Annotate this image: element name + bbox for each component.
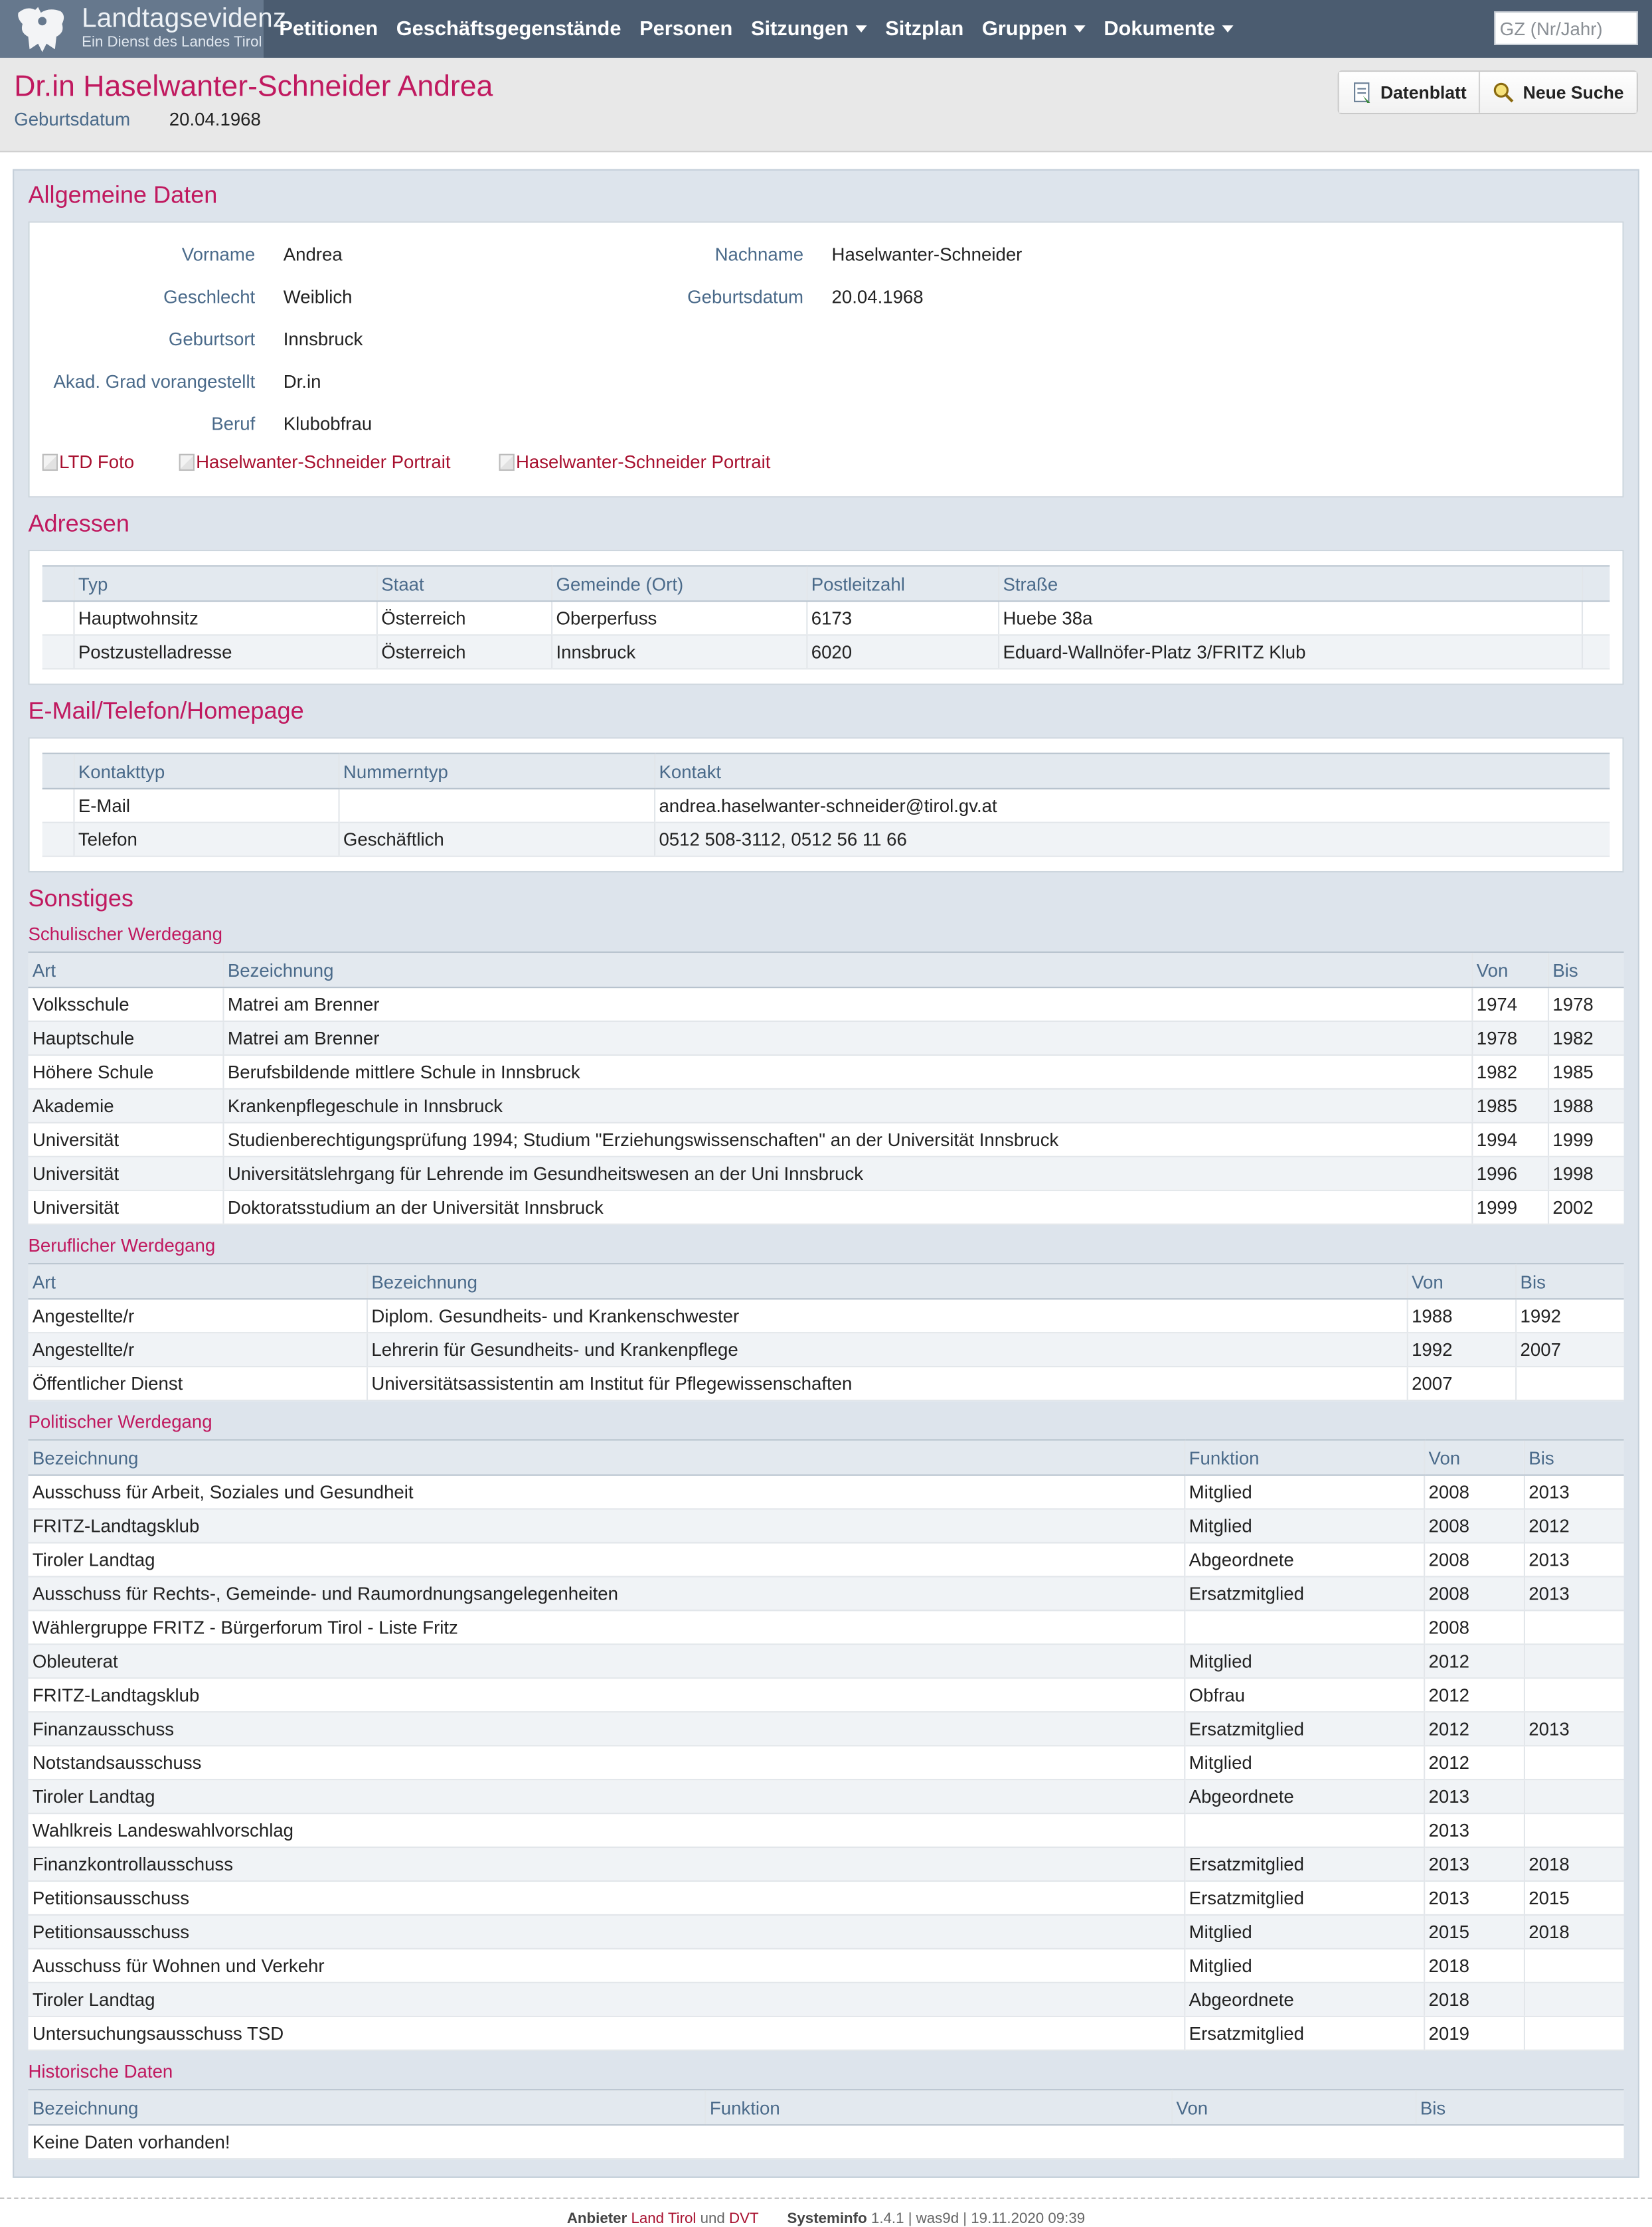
neue-suche-button[interactable] [1479, 72, 1637, 113]
table-row [28, 1610, 1623, 1644]
table-cell: Mitglied [1184, 1915, 1424, 1949]
table-cell [1524, 2017, 1624, 2050]
table-cell: 1978 [1471, 1021, 1548, 1055]
table-cell: E-Mail [73, 789, 338, 823]
table-cell: 2013 [1424, 1813, 1524, 1847]
table-cell: 2013 [1524, 1712, 1624, 1746]
nav-item-sitzungen[interactable] [751, 18, 867, 41]
table-row [28, 1089, 1623, 1123]
table-row [28, 1576, 1623, 1610]
systeminfo-value: 1.4.1 | was9d | 19.11.2020 09:39 [870, 2210, 1086, 2227]
table-cell: Abgeordnete [1184, 1779, 1424, 1813]
table-cell: Matrei am Brenner [222, 1021, 1471, 1055]
person-header [0, 58, 1652, 152]
table-cell: 2015 [1424, 1915, 1524, 1949]
broken-image-icon [179, 454, 195, 470]
table-cell: Österreich [376, 635, 551, 669]
nav-item-label: Petitionen [279, 17, 378, 41]
table-row [28, 1847, 1623, 1881]
table-cell: 1988 [1407, 1299, 1515, 1333]
table-cell: Mitglied [1184, 1746, 1424, 1779]
table-cell: 2015 [1524, 1881, 1624, 1915]
beruflicher-werdegang-table [28, 1263, 1623, 1401]
table-row [28, 2017, 1623, 2050]
table-cell: 1998 [1548, 1157, 1624, 1191]
table-cell: Mitglied [1184, 1509, 1424, 1543]
kontakt-card [28, 737, 1623, 872]
table-cell: FRITZ-Landtagsklub [28, 1509, 1184, 1543]
table-row [28, 1881, 1623, 1915]
end-column-header [1582, 566, 1610, 601]
table-cell: Tiroler Landtag [28, 1779, 1184, 1813]
nav-item-label: Gruppen [981, 17, 1068, 41]
table-header-row [42, 566, 1610, 601]
table-cell: Angestellte/r [28, 1299, 366, 1333]
table-cell: 2013 [1524, 1543, 1624, 1577]
table-cell [1524, 1678, 1624, 1712]
table-cell: Hauptschule [28, 1021, 222, 1055]
geschlecht-label: Geschlecht [163, 286, 256, 307]
column-header[interactable]: Kontakt [654, 754, 1610, 789]
table-cell: Universitätslehrgang für Lehrende im Gesundheitswesen an der Uni Innsbruck [222, 1157, 1471, 1191]
table-row [42, 789, 1610, 823]
column-header[interactable]: Funktion [704, 2090, 1171, 2125]
kontakt-title: E-Mail/Telefon/Homepage [28, 697, 304, 725]
table-cell: Ausschuss für Arbeit, Soziales und Gesundheit [28, 1475, 1184, 1509]
table-cell: 2013 [1424, 1847, 1524, 1881]
nav-item-label: Dokumente [1104, 17, 1215, 41]
table-cell [1524, 1779, 1624, 1813]
nav-item-label: Sitzplan [885, 17, 964, 41]
table-cell: 1974 [1471, 987, 1548, 1021]
table-cell: 2008 [1424, 1475, 1524, 1509]
allgemeine-daten-title: Allgemeine Daten [28, 181, 218, 209]
historische-daten-title: Historische Daten [28, 2060, 173, 2082]
portrait-alt-1: Haselwanter-Schneider Portrait [196, 451, 451, 473]
select-column-header [42, 566, 74, 601]
table-cell: 2012 [1424, 1644, 1524, 1678]
table-cell: 2013 [1424, 1881, 1524, 1915]
table-cell: Petitionsausschuss [28, 1881, 1184, 1915]
portrait-image-1 [179, 451, 451, 472]
table-cell: 1999 [1471, 1191, 1548, 1224]
geburtsdatum-label: Geburtsdatum [687, 286, 804, 307]
table-header-row [28, 1440, 1623, 1475]
table-cell: Mitglied [1184, 1644, 1424, 1678]
column-header[interactable]: Bezeichnung [222, 952, 1471, 987]
table-cell: Öffentlicher Dienst [28, 1366, 366, 1400]
column-header[interactable]: Bis [1415, 2090, 1623, 2125]
allgemeine-daten-card [28, 221, 1623, 497]
table-cell[interactable]: andrea.haselwanter-schneider@tirol.gv.at [654, 789, 1610, 823]
table-cell: 1999 [1548, 1123, 1624, 1157]
table-cell [1184, 1610, 1424, 1644]
row-select-cell[interactable] [42, 635, 74, 669]
table-row [28, 1949, 1623, 1983]
table-cell: 2012 [1524, 1509, 1624, 1543]
portrait-alt-2: Haselwanter-Schneider Portrait [515, 451, 771, 473]
column-header[interactable]: Von [1424, 1440, 1524, 1475]
table-cell [338, 789, 654, 823]
birthdate-label: Geburtsdatum [14, 108, 131, 130]
table-cell: Tiroler Landtag [28, 1983, 1184, 2017]
table-cell: Tiroler Landtag [28, 1543, 1184, 1577]
table-row [42, 635, 1610, 669]
table-cell: Oberperfuss [551, 601, 806, 635]
table-row [28, 1055, 1623, 1089]
adressen-card [28, 550, 1623, 685]
table-cell: Universität [28, 1123, 222, 1157]
column-header[interactable]: Bezeichnung [367, 1264, 1407, 1299]
vorname-value: Andrea [283, 244, 343, 266]
table-row [28, 1475, 1623, 1509]
document-icon [1353, 81, 1374, 104]
vorname-label: Vorname [181, 244, 256, 266]
table-row [28, 1543, 1623, 1577]
table-cell: Berufsbildende mittlere Schule in Innsbruck [222, 1055, 1471, 1089]
brand-title: Landtagsevidenz [82, 4, 287, 34]
table-cell: Ausschuss für Wohnen und Verkehr [28, 1949, 1184, 1983]
table-cell: Abgeordnete [1184, 1543, 1424, 1577]
neue-suche-label: Neue Suche [1523, 82, 1624, 102]
table-cell: Universität [28, 1191, 222, 1224]
page-title: Dr.in Haselwanter-Schneider Andrea [14, 70, 493, 103]
portrait-image-2 [499, 451, 771, 472]
table-cell: 1994 [1471, 1123, 1548, 1157]
table-cell: Untersuchungsausschuss TSD [28, 2017, 1184, 2050]
table-header-row [28, 1264, 1623, 1299]
table-cell: Finanzausschuss [28, 1712, 1184, 1746]
column-header[interactable]: Straße [998, 566, 1582, 601]
table-cell: 1988 [1548, 1089, 1624, 1123]
column-header[interactable]: Bezeichnung [28, 1440, 1184, 1475]
table-cell [1524, 1746, 1624, 1779]
ltd-foto-image [42, 451, 134, 472]
table-cell: Finanzkontrollausschuss [28, 1847, 1184, 1881]
column-header[interactable]: Gemeinde (Ort) [551, 566, 806, 601]
table-cell: Ersatzmitglied [1184, 1881, 1424, 1915]
column-header[interactable]: Typ [73, 566, 376, 601]
column-header[interactable]: Staat [376, 566, 551, 601]
table-cell: Petitionsausschuss [28, 1915, 1184, 1949]
table-row [42, 823, 1610, 857]
adressen-table [42, 565, 1610, 669]
table-cell: 2019 [1424, 2017, 1524, 2050]
table-cell: 2018 [1524, 1847, 1624, 1881]
table-header-row [42, 754, 1610, 789]
geburtsort-label: Geburtsort [168, 328, 256, 350]
table-cell [1524, 1644, 1624, 1678]
column-header[interactable]: Kontakttyp [73, 754, 338, 789]
header-birthdate [14, 108, 261, 129]
table-cell: FRITZ-Landtagsklub [28, 1678, 1184, 1712]
empty-message: Keine Daten vorhanden! [28, 2125, 1623, 2159]
tyrol-eagle-logo-icon [13, 4, 72, 54]
table-row [28, 1644, 1623, 1678]
table-row [28, 1509, 1623, 1543]
column-header[interactable]: Von [1171, 2090, 1415, 2125]
table-cell: 2002 [1548, 1191, 1624, 1224]
column-header[interactable]: Bis [1524, 1440, 1624, 1475]
table-cell: 2012 [1424, 1746, 1524, 1779]
table-cell: 6020 [806, 635, 998, 669]
table-cell: Huebe 38a [998, 601, 1582, 635]
table-cell: 1982 [1471, 1055, 1548, 1089]
table-header-row [28, 952, 1623, 987]
table-cell [1515, 1366, 1623, 1400]
kontakt-table [42, 753, 1610, 857]
und-text: und [700, 2210, 725, 2227]
column-header[interactable]: Von [1471, 952, 1548, 987]
nav-item-sitzplan[interactable] [885, 18, 963, 41]
row-end-cell [1582, 601, 1610, 635]
sonstiges-section [28, 885, 1623, 2159]
table-cell: Angestellte/r [28, 1333, 366, 1366]
table-cell: 1992 [1515, 1299, 1623, 1333]
table-cell: 2008 [1424, 1576, 1524, 1610]
table-cell: Obfrau [1184, 1678, 1424, 1712]
table-cell: Akademie [28, 1089, 222, 1123]
nav-item-geschäftsgegenstände[interactable] [396, 18, 621, 41]
table-cell: Krankenpflegeschule in Innsbruck [222, 1089, 1471, 1123]
beruf-label: Beruf [211, 413, 256, 434]
table-cell: Universität [28, 1157, 222, 1191]
table-row [28, 1915, 1623, 1949]
table-row [28, 1678, 1623, 1712]
column-header[interactable]: Bis [1515, 1264, 1623, 1299]
table-cell: 2012 [1424, 1678, 1524, 1712]
table-cell: Mitglied [1184, 1475, 1424, 1509]
table-cell [1524, 1983, 1624, 2017]
table-cell: Ersatzmitglied [1184, 2017, 1424, 2050]
brand-home-link[interactable] [0, 0, 287, 58]
table-row [28, 1366, 1623, 1400]
column-header[interactable]: Funktion [1184, 1440, 1424, 1475]
row-select-cell[interactable] [42, 823, 74, 857]
table-row [28, 1746, 1623, 1779]
historische-daten-table [28, 2089, 1623, 2159]
caret-down-icon [1074, 25, 1086, 33]
table-cell: Volksschule [28, 987, 222, 1021]
table-cell [1524, 1610, 1624, 1644]
column-header[interactable]: Bis [1548, 952, 1624, 987]
geschlecht-value: Weiblich [283, 286, 353, 307]
beruflicher-werdegang-title: Beruflicher Werdegang [28, 1234, 216, 1256]
nav-item-label: Geschäftsgegenstände [396, 17, 621, 41]
table-row [28, 1299, 1623, 1333]
row-end-cell [1582, 635, 1610, 669]
table-row [28, 1123, 1623, 1157]
table-cell: Lehrerin für Gesundheits- und Krankenpflege [367, 1333, 1407, 1366]
empty-row [28, 2125, 1623, 2159]
caret-down-icon [856, 25, 867, 33]
table-cell: Telefon [73, 823, 338, 857]
table-row [28, 1712, 1623, 1746]
table-cell: Universitätsassistentin am Institut für Pflegewissenschaften [367, 1366, 1407, 1400]
caret-down-icon [1222, 25, 1234, 33]
table-row [28, 1779, 1623, 1813]
page-footer [0, 2198, 1652, 2227]
datenblatt-label: Datenblatt [1380, 82, 1467, 102]
akad-grad-value: Dr.in [283, 371, 321, 392]
table-cell: Notstandsausschuss [28, 1746, 1184, 1779]
table-cell: Mitglied [1184, 1949, 1424, 1983]
schulischer-werdegang-table [28, 951, 1623, 1225]
table-cell: 2008 [1424, 1610, 1524, 1644]
table-cell: Obleuterat [28, 1644, 1184, 1678]
column-header[interactable]: Bezeichnung [28, 2090, 704, 2125]
table-row [28, 1813, 1623, 1847]
table-cell: 2013 [1524, 1576, 1624, 1610]
table-cell: 2008 [1424, 1543, 1524, 1577]
ltd-foto-alt: LTD Foto [59, 451, 135, 473]
nav-item-label: Sitzungen [750, 17, 849, 41]
table-cell: Postzustelladresse [73, 635, 376, 669]
table-cell: 2007 [1407, 1366, 1515, 1400]
table-cell: Matrei am Brenner [222, 987, 1471, 1021]
table-row [28, 1983, 1623, 2017]
politischer-werdegang-title: Politischer Werdegang [28, 1411, 212, 1432]
nachname-value: Haselwanter-Schneider [831, 244, 1023, 266]
table-cell: Wahlkreis Landeswahlvorschlag [28, 1813, 1184, 1847]
row-select-cell[interactable] [42, 601, 74, 635]
table-cell: Ersatzmitglied [1184, 1712, 1424, 1746]
column-header[interactable]: Art [28, 1264, 366, 1299]
table-cell: 1982 [1548, 1021, 1624, 1055]
table-cell: 6173 [806, 601, 998, 635]
nav-item-personen[interactable] [639, 18, 732, 41]
table-row [42, 601, 1610, 635]
systeminfo-label: Systeminfo [787, 2210, 867, 2227]
broken-image-icon [42, 454, 58, 470]
akad-grad-label: Akad. Grad vorangestellt [53, 371, 256, 392]
table-cell: Geschäftlich [338, 823, 654, 857]
table-cell: 2012 [1424, 1712, 1524, 1746]
table-header-row [28, 2090, 1623, 2125]
adressen-title: Adressen [28, 510, 129, 537]
table-row [28, 1021, 1623, 1055]
top-navbar [0, 0, 1652, 58]
table-cell: 1985 [1548, 1055, 1624, 1089]
table-cell: 2008 [1424, 1509, 1524, 1543]
nachname-label: Nachname [714, 244, 804, 266]
anbieter-label: Anbieter [566, 2210, 627, 2227]
main-panel [13, 169, 1639, 2178]
geburtsdatum-value: 20.04.1968 [831, 286, 924, 307]
table-cell: Diplom. Gesundheits- und Krankenschwester [367, 1299, 1407, 1333]
table-cell: 2013 [1424, 1779, 1524, 1813]
row-select-cell[interactable] [42, 789, 74, 823]
table-cell: 2018 [1424, 1949, 1524, 1983]
table-cell: Ausschuss für Rechts-, Gemeinde- und Raumordnungsangelegenheiten [28, 1576, 1184, 1610]
table-cell: Innsbruck [551, 635, 806, 669]
birthdate-value: 20.04.1968 [169, 108, 261, 130]
politischer-werdegang-table [28, 1439, 1623, 2050]
table-cell: Doktoratsstudium an der Universität Innsbruck [222, 1191, 1471, 1224]
table-cell [1524, 1949, 1624, 1983]
schulischer-werdegang-title: Schulischer Werdegang [28, 923, 222, 945]
table-cell: 1985 [1471, 1089, 1548, 1123]
select-column-header [42, 754, 74, 789]
magnifier-icon [1493, 81, 1516, 104]
geburtsort-value: Innsbruck [283, 328, 363, 350]
table-cell[interactable]: 0512 508-3112, 0512 56 11 66 [654, 823, 1610, 857]
broken-image-icon [499, 454, 515, 470]
table-row [28, 987, 1623, 1021]
table-cell: 1978 [1548, 987, 1624, 1021]
table-cell: Eduard-Wallnöfer-Platz 3/FRITZ Klub [998, 635, 1582, 669]
table-cell: Ersatzmitglied [1184, 1847, 1424, 1881]
beruf-value: Klubobfrau [283, 413, 372, 434]
datenblatt-button[interactable] [1339, 72, 1479, 113]
table-cell: Ersatzmitglied [1184, 1576, 1424, 1610]
main-nav [279, 0, 1252, 58]
table-cell: 1996 [1471, 1157, 1548, 1191]
table-cell [1184, 1813, 1424, 1847]
table-cell: 2007 [1515, 1333, 1623, 1366]
table-row [28, 1191, 1623, 1224]
table-row [28, 1157, 1623, 1191]
table-cell: Höhere Schule [28, 1055, 222, 1089]
land-tirol-link[interactable]: Land Tirol [631, 2210, 697, 2227]
brand-subtitle: Ein Dienst des Landes Tirol [82, 33, 262, 51]
header-button-group [1338, 70, 1638, 114]
table-cell: 2013 [1524, 1475, 1624, 1509]
table-cell: 1992 [1407, 1333, 1515, 1366]
column-header[interactable]: Art [28, 952, 222, 987]
table-cell: Österreich [376, 601, 551, 635]
nav-item-gruppen[interactable] [982, 18, 1086, 41]
table-cell: Hauptwohnsitz [73, 601, 376, 635]
table-cell: Studienberechtigungsprüfung 1994; Studium "Erziehungswissenschaften" an der Universität Innsbruck [222, 1123, 1471, 1157]
dvt-link[interactable]: DVT [729, 2210, 759, 2227]
table-cell: Abgeordnete [1184, 1983, 1424, 2017]
table-cell: 2018 [1524, 1915, 1624, 1949]
table-cell: 2018 [1424, 1983, 1524, 2017]
gz-search-input[interactable] [1494, 11, 1638, 45]
table-row [28, 1333, 1623, 1366]
table-cell [1524, 1813, 1624, 1847]
column-header[interactable]: Postleitzahl [806, 566, 998, 601]
nav-item-dokumente[interactable] [1104, 18, 1233, 41]
nav-item-label: Personen [639, 17, 733, 41]
column-header[interactable]: Von [1407, 1264, 1515, 1299]
nav-item-petitionen[interactable] [279, 18, 378, 41]
column-header[interactable]: Nummerntyp [338, 754, 654, 789]
table-cell: Wählergruppe FRITZ - Bürgerforum Tirol - Liste Fritz [28, 1610, 1184, 1644]
sonstiges-title: Sonstiges [28, 885, 133, 912]
